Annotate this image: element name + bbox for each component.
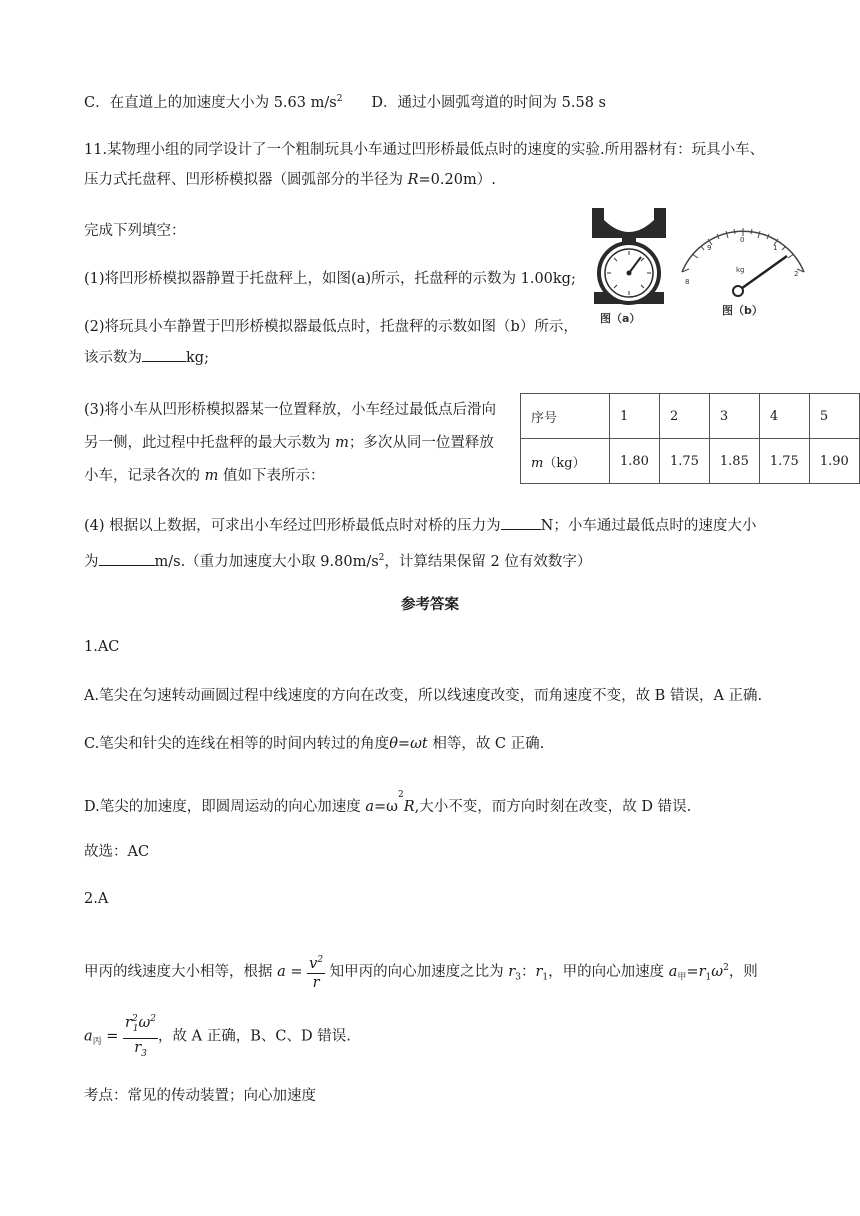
- fraction-v2-over-r: $\frac{v^2}{r}$: [307, 951, 325, 992]
- answer-1-a: A.笔尖在匀速转动画圆过程中线速度的方向在改变，所以线速度改变，而角速度不变，故 B 错误，A 正确.: [84, 688, 763, 704]
- answer-2-kaodian: 考点：常见的传动装置；向心加速度: [84, 1088, 316, 1104]
- dial-tick-label: 1: [773, 244, 778, 252]
- answer-1-c: C.笔尖和针尖的连线在相等的时间内转过的角度θ=ωt 相等，故 C 正确.: [84, 736, 545, 752]
- answer-blank: [501, 515, 541, 530]
- q11-step3-line1: (3)将小车从凹形桥模拟器某一位置释放，小车经过最低点后滑向: [84, 402, 497, 418]
- dial-unit-label: kg: [736, 266, 745, 274]
- table-cell: 1.80: [610, 439, 660, 484]
- answer-2-line1: 甲丙的线速度大小相等，根据 a = $\frac{v^2}{r}$ 知甲丙的向心加速度之比为 $r_3$：$r_1$，甲的向心加速度 $a_甲=r_1\omega^2$，则: [84, 946, 758, 1000]
- table-cell: 1.90: [809, 439, 859, 484]
- table-cell: 4: [759, 394, 809, 439]
- q11-stem-line1: 11.某物理小组的同学设计了一个粗制玩具小车通过凹形桥最低点时的速度的实验.所用器材有：玩具小车、: [84, 142, 765, 158]
- dial-tick-label: 8: [685, 278, 690, 286]
- answer-blank: [142, 347, 186, 362]
- table-row: [521, 439, 860, 484]
- q11-step4-line2: 为 m/s.（重力加速度大小取 $9.80m/s^2$，计算结果保留 2 位有效数字）: [84, 548, 591, 572]
- table-cell: 1.85: [709, 439, 759, 484]
- q11-complete-prompt: 完成下列填空：: [84, 223, 186, 239]
- answer-1-d: D.笔尖的加速度，即圆周运动的向心加速度 $a=\omega^2R$,大小不变，而方向时刻在改变，故 D 错误.: [84, 790, 692, 815]
- mass-data-table: [520, 393, 860, 484]
- answer-2: 2.A: [84, 891, 109, 907]
- q11-step3-line3: 小车，记录各次的 m 值如下表所示：: [84, 468, 325, 484]
- q11-stem-line2: 压力式托盘秤、凹形桥模拟器（圆弧部分的半径为 R=0.20m）.: [84, 172, 496, 188]
- answer-1-choice: 故选：AC: [84, 844, 150, 860]
- answer-2-line2: $a_丙$ = $\frac{r^2_1\omega^2}{r_3}$ ，故 A 正确，B、C、D 错误.: [84, 1010, 351, 1064]
- table-cell: 1.75: [659, 439, 709, 484]
- table-row: [521, 394, 860, 439]
- table-cell: m（kg）: [521, 439, 610, 484]
- answer-1: 1.AC: [84, 639, 120, 655]
- q11-step1: (1)将凹形桥模拟器静置于托盘秤上，如图(a)所示，托盘秤的示数为 1.00kg;: [84, 271, 576, 287]
- table-cell: 1.75: [759, 439, 809, 484]
- fraction-r1sq-omega-over-r3: $\frac{r^2_1\omega^2}{r_3}$: [123, 1010, 158, 1063]
- answers-title: 参考答案: [401, 597, 459, 613]
- dial-tick-label: 2: [794, 270, 799, 278]
- q11-step3-line2: 另一侧，此过程中托盘秤的最大示数为 m；多次从同一位置释放: [84, 435, 494, 451]
- dial-tick-label: 9: [707, 244, 712, 252]
- answer-blank: [99, 551, 155, 566]
- table-cell: 5: [809, 394, 859, 439]
- q11-step4-line1: (4) 根据以上数据，可求出小车经过凹形桥最低点时对桥的压力为 N；小车通过最低点时的速度大小: [84, 515, 756, 536]
- figure-b-dial: [670, 214, 816, 300]
- figure-a-label: 图（a）: [600, 312, 641, 325]
- table-cell: 序号: [521, 394, 610, 439]
- figure-b-label: 图（b）: [722, 304, 763, 317]
- q11-step2-line2: 该示数为 kg;: [84, 347, 209, 368]
- q10-option-c: C．在直道上的加速度大小为 5.63 $m/s^2$ D．通过小圆弧弯道的时间为 5.58 s: [84, 94, 606, 111]
- table-cell: 2: [659, 394, 709, 439]
- table-cell: 1: [610, 394, 660, 439]
- table-cell: 3: [709, 394, 759, 439]
- figure-a-scale: [588, 206, 670, 314]
- dial-tick-label: 0: [740, 236, 745, 244]
- q11-step2-line1: (2)将玩具小车静置于凹形桥模拟器最低点时，托盘秤的示数如图（b）所示，: [84, 319, 578, 335]
- q10-option-d: D．通过小圆弧弯道的时间为 5.58 s: [371, 94, 606, 111]
